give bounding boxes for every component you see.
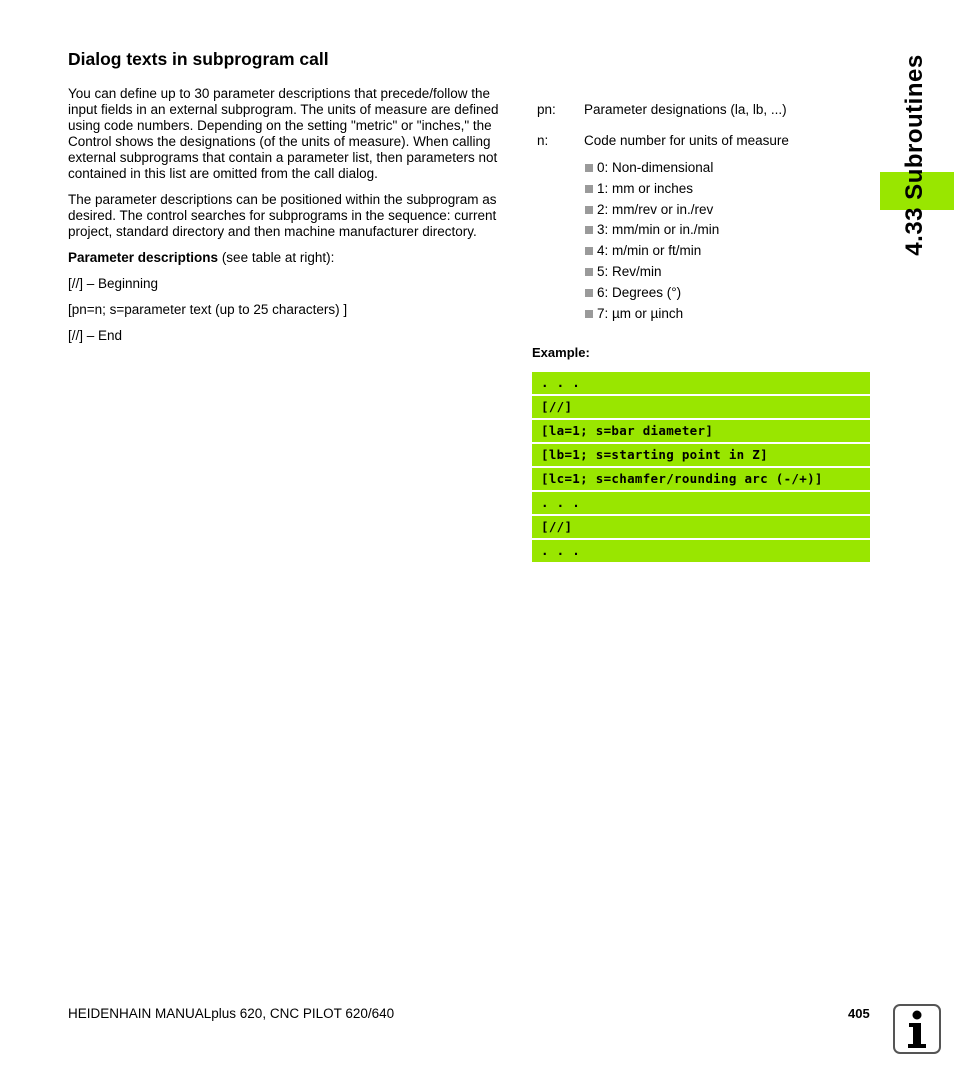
page-number: 405 [848, 1006, 870, 1021]
begin-marker-line: [//] – Beginning [68, 276, 159, 291]
square-bullet-icon [585, 206, 593, 214]
info-i-glyph [895, 1006, 939, 1052]
parameter-descriptions-heading [68, 250, 513, 266]
code-example-block [532, 372, 870, 564]
square-bullet-icon [585, 247, 593, 255]
units-list [585, 158, 719, 324]
n-value: Code number for units of measure [584, 133, 789, 148]
footer-product-name: HEIDENHAIN MANUALplus 620, CNC PILOT 620/640 [68, 1006, 395, 1021]
parameter-descriptions-bold: Parameter descriptions [68, 250, 219, 265]
example-label: Example: [532, 345, 590, 360]
parameter-descriptions-note: (see table at right): [218, 250, 335, 265]
code-line: . . . [532, 540, 870, 562]
square-bullet-icon [585, 185, 593, 193]
list-item: 6: Degrees (°) [585, 283, 719, 304]
square-bullet-icon [585, 164, 593, 172]
format-line: [pn=n; s=parameter text (up to 25 characters) ] [68, 302, 348, 317]
list-item: 0: Non-dimensional [585, 158, 719, 179]
list-item: 7: µm or µinch [585, 304, 719, 325]
list-item: 4: m/min or ft/min [585, 241, 719, 262]
square-bullet-icon [585, 268, 593, 276]
info-i-icon [893, 1004, 941, 1054]
list-item: 1: mm or inches [585, 179, 719, 200]
list-item: 2: mm/rev or in./rev [585, 200, 719, 221]
square-bullet-icon [585, 289, 593, 297]
left-column [68, 86, 513, 354]
code-line: . . . [532, 372, 870, 394]
end-marker-line: [//] – End [68, 328, 123, 343]
square-bullet-icon [585, 310, 593, 318]
pn-key: pn: [537, 102, 556, 117]
code-line: [la=1; s=bar diameter] [532, 420, 870, 442]
code-line: . . . [532, 492, 870, 514]
chapter-side-label: 4.33 Subroutines [901, 54, 928, 256]
pn-value: Parameter designations (la, lb, ...) [584, 102, 787, 117]
search-order-paragraph: The parameter descriptions can be positioned within the subprogram as desired. The control searches for subprograms in the sequence: current project, standard directory and then machine manufacturer directory. [68, 192, 497, 239]
list-item: 5: Rev/min [585, 262, 719, 283]
intro-paragraph: You can define up to 30 parameter descriptions that precede/follow the input fields in an external subprogram. The units of measure are defined using code numbers. Depending on the setting "metric" or "inches," the Control shows the designations (of the units of measure). When calling external subprograms that contain a parameter list, then parameters not contained in this list are omitted from the call dialog. [68, 86, 499, 181]
n-key: n: [537, 133, 549, 148]
list-item: 3: mm/min or in./min [585, 220, 719, 241]
code-line: [//] [532, 396, 870, 418]
code-line: [lc=1; s=chamfer/rounding arc (-/+)] [532, 468, 870, 490]
section-title: Dialog texts in subprogram call [68, 49, 329, 69]
code-line: [//] [532, 516, 870, 538]
code-line: [lb=1; s=starting point in Z] [532, 444, 870, 466]
square-bullet-icon [585, 226, 593, 234]
